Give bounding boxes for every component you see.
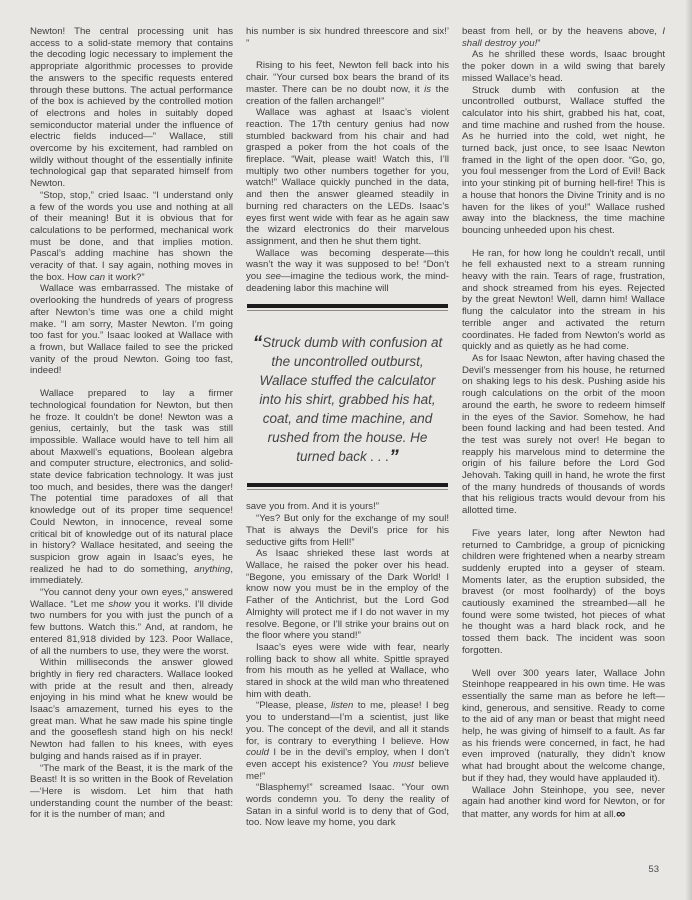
end-of-article-mark: ∞: [616, 806, 625, 821]
column-2: [246, 26, 449, 829]
story-paragraph: Wallace was aghast at Isaac’s violent reaction. The 17th century genius had now stumbled backward from his chair and had grasped a poker from the hot coals of the fireplace. “Wait, please wait! Watch this, I’ll multiply two other numbers together for you, watch!” Wallace quickly punched in the data, and then the answer gleamed steadily in burning red characters on the LEDs. Isaac’s eyes first went wide with fear as he again saw the wizard electronics do their marvelous assignment, and then he shut them tight.: [246, 107, 449, 247]
pull-quote-rule-bottom: [247, 483, 448, 490]
story-paragraph: Five years later, long after Newton had returned to Cambridge, a group of picnicking children were frightened when a nearby stream suddenly erupted into a geyser of steam. Moments later, as the eruption subsided, the bravest (or most foolhardy) of the boys cautiously examined the streambed—all he found were some twisted, hot pieces of what he thought was a hard black rock, and he tossed them back. The incident was soon forgotten.: [462, 527, 665, 656]
story-paragraph: Wallace was embarrassed. The mistake of overlooking the hundreds of years of progress after Newton’s time was one a child might make. “I am sorry, Master Newton. I’m going too fast for you.” Isaac looked at Wallace with a frown, but Wallace failed to see the pricked vanity of the proud Newton. Going too fast, indeed!: [30, 283, 233, 377]
pull-quote-text: [247, 311, 448, 483]
story-paragraph: As he shrilled these words, Isaac brought the poker down in a wild swing that barely missed Wallace’s head.: [462, 49, 665, 84]
story-paragraph: “The mark of the Beast, it is the mark of the Beast! It is so written in the Book of Revelation—‘Here is wisdom. Let him that hath understanding count the number of the beast: for it is the number of man; and: [30, 762, 233, 821]
story-paragraph: his number is six hundred threescore and six!’ ”: [246, 26, 449, 49]
story-paragraph: “You cannot deny your own eyes,” answered Wallace. “Let me show you it works. I’ll divide two numbers for you with just the punch of a few buttons. Watch this.” And, at random, he entered 81,918 divided by 123. Poor Wallace, of all the numbers to use, they were the worst.: [30, 587, 234, 657]
story-paragraph: save you from. And it is yours!”: [246, 501, 379, 513]
story-paragraph: Isaac’s eyes were wide with fear, nearly rolling back to show all white. Spittle sprayed from his mouth as he yelled at Wallace, who stared in shock at the wild man who threatened him with death.: [246, 641, 449, 700]
final-paragraph-text: Wallace John Steinhope, you see, never again had another kind word for Newton, or for that matter, any words for him at all.: [462, 784, 665, 820]
story-paragraph: “Please, please, listen to me, please! I beg you to understand—I’m a scientist, just like you. The concept of the devil, and all it stands for, is contrary to everything I believe. How could I be in the devil’s employ, when I don’t even accept his existence? You must believe me!”: [246, 700, 449, 782]
story-paragraph: Well over 300 years later, Wallace John Steinhope reappeared in his own time. He was essentially the same man as before he left—kind, generous, and sensitive. Ready to come to the aid of any man or beast that might need help, he was giving of himself to a fault. As far as his friends were concerned, in fact, he had even improved (naturally, they didn’t know what had brought about the welcome change, but if they had, they would have applauded it).: [462, 667, 665, 784]
pull-quote-body: Struck dumb with confusion at the uncontrolled outburst, Wallace stuffed the calculator into his shirt, grabbed his hat, coat, and time machine, and rushed from the house. He turned back . . .: [259, 335, 443, 465]
pull-quote: [247, 304, 448, 490]
story-paragraph: Rising to his feet, Newton fell back into his chair. “Your cursed box bears the brand of its master. There can be no doubt now, it is the creation of the fallen archangel!”: [246, 60, 449, 107]
open-quote-mark: “: [252, 333, 263, 355]
story-paragraph: Struck dumb with confusion at the uncontrolled outburst, Wallace stuffed the calculator into his shirt, grabbed his hat, coat, and time machine and rushed from the house. As he hurried into the cold, wet night, he turned back, just once, to see Isaac Newton framed in the light of the open door. “Go, go, you foul messenger from the Lord of Evil! Back into your stinking pit of burning hell-fire! This is a house that honors the Divine Trinity and is no haven for the likes of you!” Wallace rushed away into the blackness, the time machine bouncing unheeded upon his chest.: [462, 84, 665, 236]
story-paragraph: “Blasphemy!” screamed Isaac. “Your own words condemn you. To deny the reality of Satan in a sinful world is to deny that of God, too. Now leave my home, you dark: [246, 782, 449, 829]
column-1: [30, 26, 233, 829]
story-paragraph: Within milliseconds the answer glowed brightly in fiery red characters. Wallace looked with pride at the result and then, already enjoying in his mind what he knew would be Isaac’s amazement, turned his eyes to the great man. What he saw made his spine tingle and the gooseflesh stand high on his neck! Newton had fallen to his knees, with eyes bulging and hands raised as if in prayer.: [30, 657, 233, 762]
story-paragraph: [462, 785, 665, 821]
story-paragraph: Wallace prepared to lay a firmer technological foundation for Newton, but then he froze. It couldn’t be done! Newton was a genius, certainly, but the task was still impossible. Wallace would have to tell him all about Maxwell’s equations, Boolean algebra and computer structure, electronics, and solid-state device fabrication technology. It was just too much, and besides, there was the danger! The potential time paradoxes of all that knowledge out of its proper time sequence! Could Newton, in innocence, reveal some critical bit of knowledge out of its natural place in history? Wallace hesitated, and seeing the suspicion grow again in Isaac’s eyes, he realized he had to do something, anything, immediately.: [30, 388, 233, 587]
story-paragraph: “Stop, stop,” cried Isaac. “I understand only a few of the words you use and nothing at all of their meaning! But it is obvious that for calculations to be performed, mechanical work must be done, and that implies motion. Pascal’s adding machine has shown the veracity of that. I say again, nothing moves in the box. How can it work?”: [30, 189, 233, 283]
story-paragraph: Newton! The central processing unit has access to a solid-state memory that contains the decoding logic necessary to implement the appropriate algorithmic processes to provide the answers to the specific requests entered through these buttons. The actual performance of the box is achieved by the controlled motion of electrons and holes in suitably doped semiconductor material under the influence of electric fields induced—” Wallace, still overcome by his excitement, had rambled on wildly without thought of the essentially infinite technological gap that separated himself from Newton.: [30, 26, 233, 190]
story-paragraph: As Isaac shrieked these last words at Wallace, he raised the poker over his head. “Begone, you emissary of the Dark World! I know now you must be in the employ of the Father of the Antichrist, but the Lord God Almighty will protect me if I do not waver in my resolve. Begone, or I’ll strike your brains out on the floor where you stand!”: [246, 548, 449, 642]
close-quote-mark: ”: [389, 447, 399, 469]
column-3: [462, 26, 665, 829]
pull-quote-rule-top: [247, 304, 448, 311]
page-number: 53: [648, 864, 659, 875]
story-paragraph: “Yes? But only for the exchange of my soul! That is always the Devil’s price for his seductive gifts from Hell!”: [246, 513, 449, 548]
story-paragraph: As for Isaac Newton, after having chased the Devil’s messenger from his house, he returned on shaking legs to his desk. Pushing aside his rough calculations on the orbit of the moon around the earth, he swore to redeem himself in the eyes of the Savior. Somehow, he had been found lacking and had been tested. And the test was surely not over! He began to reapply his marvelous mind to determine the origin of his failure before the Lord God Jehovah. Taking quill in hand, he wrote the first of the many hundreds of thousands of words that his religious tracts would devour from his allotted time.: [462, 352, 666, 517]
story-paragraph: beast from hell, or by the heavens above, I shall destroy you!”: [462, 26, 665, 49]
story-paragraph: He ran, for how long he couldn’t recall, until he fell exhausted next to a stream running heavy with the rain. Tears of rage, frustration, and shock streamed from his eyes. Rejected by the great Newton! Well, damn him! Wallace flung the calculator into the stream in his terrible anger and activated the return coordinates. He faded from Newton’s world as quickly and as quietly as he had come.: [462, 247, 665, 353]
story-paragraph: Wallace was becoming desperate—this wasn’t the way it was supposed to be! “Don’t you see—imagine the tedious work, the mind-deadening labor this machine will: [246, 247, 449, 294]
